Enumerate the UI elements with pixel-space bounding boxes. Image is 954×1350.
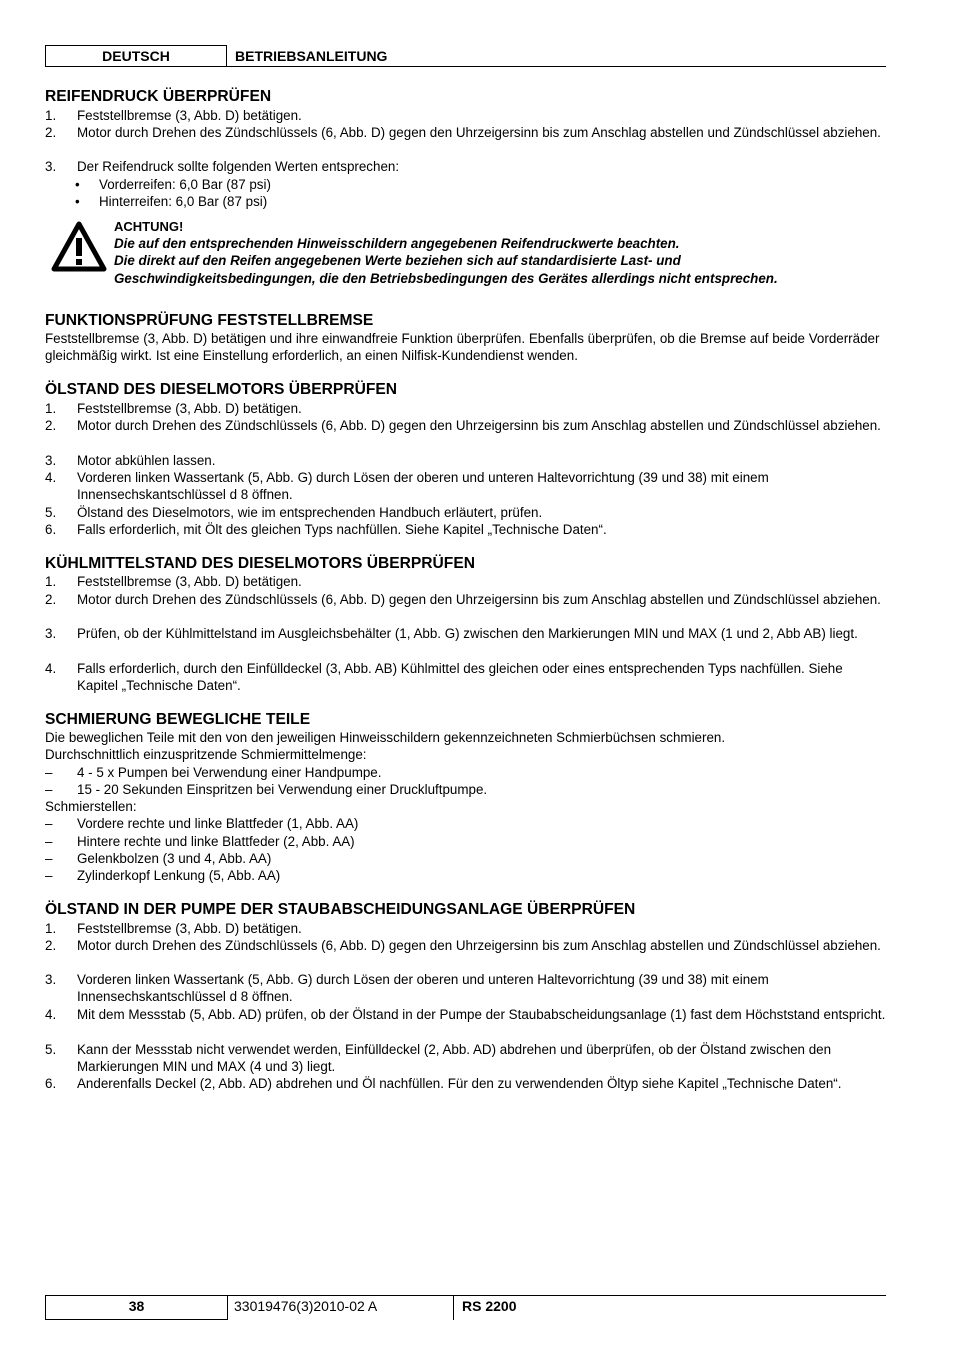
list-item: Anderenfalls Deckel (2, Abb. AD) abdrehen und Öl nachfüllen. Für den zu verwendenden Öltyp siehe Kapitel „Technische Daten“. xyxy=(77,1076,842,1091)
list-item: Feststellbremse (3, Abb. D) betätigen. xyxy=(77,574,302,589)
warning-title: ACHTUNG! xyxy=(114,219,184,234)
list-number: 1. xyxy=(45,108,57,123)
list-item: Motor abkühlen lassen. xyxy=(77,453,216,468)
list-item: Vorderen linken Wassertank (5, Abb. G) durch Lösen der oberen und unteren Haltevorrichtung (39 und 38) mit einem Innensechskantschlüssel d 8 öffnen. xyxy=(77,972,769,1005)
paragraph: Feststellbremse (3, Abb. D) betätigen und ihre einwandfreie Funktion überprüfen. Ebenfalls überprüfen, ob die Bremse auf beide Vorderräder gleichmäßig wirkt. Ist eine Einstellung erforderlich, an einen Nilfisk-Kundendienst wenden. xyxy=(45,331,880,364)
paragraph: Schmierstellen: xyxy=(45,799,137,814)
list-number: 3. xyxy=(45,453,57,468)
list-number: 1. xyxy=(45,574,57,589)
dash: – xyxy=(45,765,53,780)
list-number: 5. xyxy=(45,1042,57,1057)
warning-line: Die auf den entsprechenden Hinweisschildern angegebenen Reifendruckwerte beachten. xyxy=(114,236,680,251)
list-item: Feststellbremse (3, Abb. D) betätigen. xyxy=(77,108,302,123)
heading-tire-pressure: REIFENDRUCK ÜBERPRÜFEN xyxy=(45,88,272,105)
list-number: 2. xyxy=(45,938,57,953)
list-item: Feststellbremse (3, Abb. D) betätigen. xyxy=(77,401,302,416)
list-number: 2. xyxy=(45,592,57,607)
list-item: Kann der Messstab nicht verwendet werden, Einfülldeckel (2, Abb. AD) abdrehen und überprüfen, ob der Ölstand zwischen den Markierungen MIN und MAX (4 und 3) liegt. xyxy=(77,1042,832,1075)
footer-document-code: 33019476(3)2010-02 A xyxy=(234,1298,378,1314)
list-number: 1. xyxy=(45,401,57,416)
warning-line: Die direkt auf den Reifen angegebenen Werte beziehen sich auf standardisierte Last- und Geschwindigkeitsbedingungen, die den Betriebsbedingungen des Gerätes allerdings nicht entsprechen. xyxy=(114,253,778,286)
list-number: 2. xyxy=(45,418,57,433)
list-number: 6. xyxy=(45,522,57,537)
list-number: 1. xyxy=(45,921,57,936)
footer-separator xyxy=(453,1295,454,1320)
list-number: 4. xyxy=(45,1007,57,1022)
warning-icon xyxy=(51,221,107,273)
dash-item: Hintere rechte und linke Blattfeder (2, Abb. AA) xyxy=(77,834,355,849)
list-number: 4. xyxy=(45,470,57,485)
dash-item: Vordere rechte und linke Blattfeder (1, Abb. AA) xyxy=(77,816,359,831)
list-number: 3. xyxy=(45,626,57,641)
dash-item: Zylinderkopf Lenkung (5, Abb. AA) xyxy=(77,868,281,883)
warning-text xyxy=(114,235,886,287)
bullet: • xyxy=(75,177,80,192)
list-number: 3. xyxy=(45,972,57,987)
bullet-item: Vorderreifen: 6,0 Bar (87 psi) xyxy=(99,177,271,192)
list-item: Motor durch Drehen des Zündschlüssels (6, Abb. D) gegen den Uhrzeigersinn bis zum Anschlag abstellen und Zündschlüssel abziehen. xyxy=(77,418,881,433)
list-item: Falls erforderlich, durch den Einfülldeckel (3, Abb. AB) Kühlmittel des gleichen oder eines entsprechenden Typs nachfüllen. Siehe Kapitel „Technische Daten“. xyxy=(77,661,843,694)
dash-item: 15 - 20 Sekunden Einspritzen bei Verwendung einer Druckluftpumpe. xyxy=(77,782,488,797)
list-number: 6. xyxy=(45,1076,57,1091)
heading-lubrication: SCHMIERUNG BEWEGLICHE TEILE xyxy=(45,711,311,728)
header-language: DEUTSCH xyxy=(102,48,170,64)
dash: – xyxy=(45,816,53,831)
paragraph: Die beweglichen Teile mit den von den jeweiligen Hinweisschildern gekennzeichneten Schmierbüchsen schmieren. xyxy=(45,730,726,745)
list-number: 2. xyxy=(45,125,57,140)
list-number: 4. xyxy=(45,661,57,676)
dash-item: 4 - 5 x Pumpen bei Verwendung einer Handpumpe. xyxy=(77,765,382,780)
dash: – xyxy=(45,868,53,883)
dash: – xyxy=(45,834,53,849)
bullet-item: Hinterreifen: 6,0 Bar (87 psi) xyxy=(99,194,268,209)
header-rule xyxy=(227,66,886,67)
list-number: 3. xyxy=(45,159,57,174)
list-item: Motor durch Drehen des Zündschlüssels (6, Abb. D) gegen den Uhrzeigersinn bis zum Anschlag abstellen und Zündschlüssel abziehen. xyxy=(77,592,881,607)
list-item: Der Reifendruck sollte folgenden Werten entsprechen: xyxy=(77,159,400,174)
footer-model: RS 2200 xyxy=(462,1298,517,1314)
header-title: BETRIEBSANLEITUNG xyxy=(235,48,388,64)
dash: – xyxy=(45,851,53,866)
list-number: 5. xyxy=(45,505,57,520)
paragraph: Durchschnittlich einzuspritzende Schmiermittelmenge: xyxy=(45,747,367,762)
list-item: Motor durch Drehen des Zündschlüssels (6, Abb. D) gegen den Uhrzeigersinn bis zum Anschlag abstellen und Zündschlüssel abziehen. xyxy=(77,938,881,953)
dash-item: Gelenkbolzen (3 und 4, Abb. AA) xyxy=(77,851,272,866)
list-item: Ölstand des Dieselmotors, wie im entsprechenden Handbuch erläutert, prüfen. xyxy=(77,505,543,520)
list-item: Mit dem Messstab (5, Abb. AD) prüfen, ob der Ölstand in der Pumpe der Staubabscheidungsanlage (1) fast dem Höchststand entspricht. xyxy=(77,1007,886,1022)
dash: – xyxy=(45,782,53,797)
heading-parking-brake: FUNKTIONSPRÜFUNG FESTSTELLBREMSE xyxy=(45,312,374,329)
footer-page-number: 38 xyxy=(128,1298,145,1314)
list-item: Vorderen linken Wassertank (5, Abb. G) durch Lösen der oberen und unteren Haltevorrichtung (39 und 38) mit einem Innensechskantschlüssel d 8 öffnen. xyxy=(77,470,769,503)
heading-diesel-oil: ÖLSTAND DES DIESELMOTORS ÜBERPRÜFEN xyxy=(45,381,398,398)
list-item: Feststellbremse (3, Abb. D) betätigen. xyxy=(77,921,302,936)
bullet: • xyxy=(75,194,80,209)
list-item: Motor durch Drehen des Zündschlüssels (6, Abb. D) gegen den Uhrzeigersinn bis zum Anschlag abstellen und Zündschlüssel abziehen. xyxy=(77,125,881,140)
list-item: Falls erforderlich, mit Ölt des gleichen Typs nachfüllen. Siehe Kapitel „Technische Daten“. xyxy=(77,522,607,537)
heading-coolant: KÜHLMITTELSTAND DES DIESELMOTORS ÜBERPRÜFEN xyxy=(45,555,475,572)
heading-pump-oil: ÖLSTAND IN DER PUMPE DER STAUBABSCHEIDUNGSANLAGE ÜBERPRÜFEN xyxy=(45,901,636,918)
list-item: Prüfen, ob der Kühlmittelstand im Ausgleichsbehälter (1, Abb. G) zwischen den Markierungen MIN und MAX (1 und 2, Abb AB) liegt. xyxy=(77,626,858,641)
